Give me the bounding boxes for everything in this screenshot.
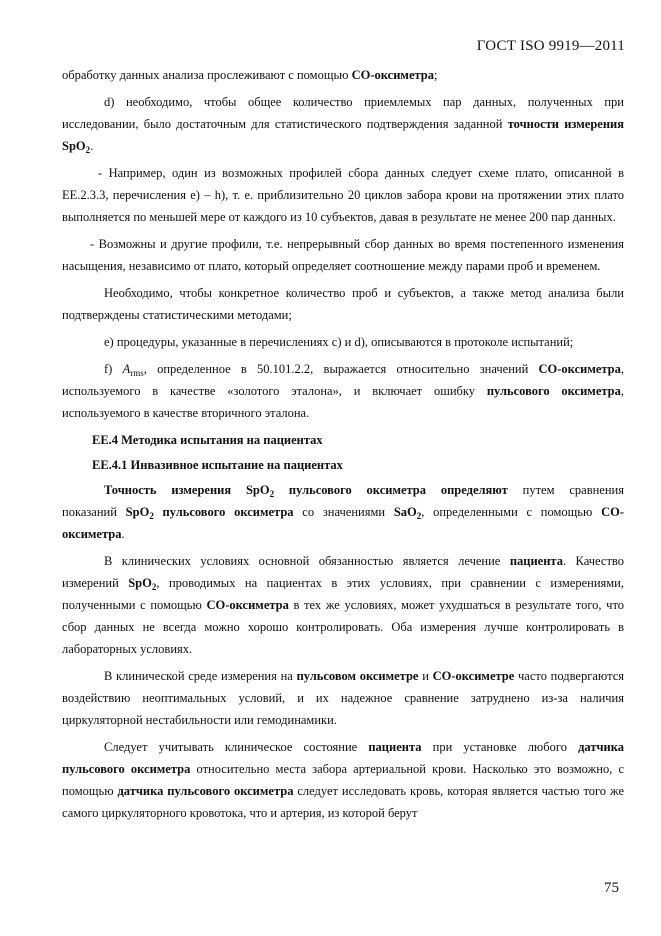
subscript: 2 [416,511,422,521]
text-run: , используемого в качестве «золотого эталона», и включает ошибку [62,362,625,398]
text-run: и [418,669,433,683]
subscript: 2 [85,145,91,155]
list-item-f [62,358,624,424]
standard-header: ГОСТ ISO 9919—2011 [476,38,625,54]
term: пациента [509,554,563,568]
paragraph [62,736,624,824]
text-run: , используемого в качестве вторичного эталона. [62,384,624,420]
subsection-heading: ЕЕ.4.1 Инвазивное испытание на пациентах [92,458,343,472]
text-run: в тех же условиях, может ухудшаться в результате того, что сбор данных не всегда можно хорошо контролировать. Оба измерения лучше контролировать в лабораторных условиях. [62,598,624,656]
text-run: d) необходимо, чтобы общее количество приемлемых пар данных, полученных при исследовании, было достаточным для статистического подтверждения заданной [62,95,624,131]
paragraph [62,479,624,545]
list-item-e: е) процедуры, указанные в перечислениях с) и d), описываются в протоколе испытаний; [104,335,574,349]
paragraph: - Например, один из возможных профилей сбора данных следует схеме плато, описанной в ЕЕ.2.3.3, перечисления е) – h), т. е. приблизительно 20 циклов забора крови на протяжении этих плато выполняется по меньшей мере от каждого из 10 субъектов, давая в результате не менее 200 пар данных. [62,166,624,224]
term: СО-оксиметре [432,669,515,683]
text-run: , проводимых на пациентах в этих условиях, при сравнении с измерениями, полученными с помощью [62,576,624,612]
paragraph [62,665,624,731]
text-run: . Качество измерений [62,554,624,590]
text-run: , определенное в 50.101.2.2, выражается относительно значений [143,362,539,376]
term: пациента [368,740,422,754]
text-run: f) [104,362,123,376]
term: SaO [393,505,417,519]
term: СО-оксиметра [206,598,289,612]
text-run: следует исследовать кровь, которая является частью того же самого циркуляторного кровотока, что и артерия, из которой берут [62,784,625,820]
text-run: со значениями [293,505,394,519]
paragraph: - Возможны и другие профили, т.е. непрерывный сбор данных во время постепенного изменения насыщения, независимо от плато, который определяет соотношение между парами проб и временем. [62,237,624,273]
term: пульсового оксиметра [153,505,294,519]
paragraph [62,550,624,660]
text-run: Следует учитывать клиническое состояние [104,740,369,754]
page-number: 75 [604,880,619,896]
text-run: ; [434,68,438,82]
section-heading: ЕЕ.4 Методика испытания на пациентах [92,433,323,447]
page-body [62,64,624,829]
subscript: 2 [269,489,275,499]
subscript: rms [130,368,144,378]
term: СО-оксиметра [538,362,621,376]
term: СО-оксиметра [351,68,434,82]
term: пульсового оксиметра [486,384,621,398]
text-run: при установке любого [421,740,579,754]
term: датчика пульсового оксиметра [117,784,294,798]
text-run: обработку данных анализа прослеживают с помощью [62,68,352,82]
term: пульсовом оксиметре [296,669,419,683]
text-run: путем сравнения показаний [62,483,624,519]
text-run: В клинических условиях основной обязанностью является лечение [104,554,510,568]
list-item-d [62,91,624,157]
subscript: 2 [149,511,154,521]
text-run: , определенными с помощью [421,505,602,519]
paragraph: Необходимо, чтобы конкретное количество проб и субъектов, а также метод анализа были подтверждены статистическими методами; [62,286,624,322]
symbol: A [122,362,131,376]
term: СО-оксиметра [62,505,624,541]
term: Точность измерения SpO [104,483,270,497]
paragraph [62,64,624,86]
term: SpO [125,505,150,519]
text-run: В клинической среде измерения на [104,669,297,683]
text-run: . [121,527,125,541]
text-run: часто подвергаются воздействию неоптимальных условий, и их надежное сравнение затруднено из-за наличия циркуляторной нестабильности или гемодинамики. [62,669,624,727]
term: точности измерения SpO [62,117,624,153]
text-run: . [90,139,94,153]
subscript: 2 [151,582,157,592]
term: датчика пульсового оксиметра [62,740,625,776]
term: пульсового оксиметра определяют [274,483,508,497]
text-run: относительно места забора артериальной крови. Насколько это возможно, с помощью [62,762,624,798]
term: SpO [128,576,152,590]
